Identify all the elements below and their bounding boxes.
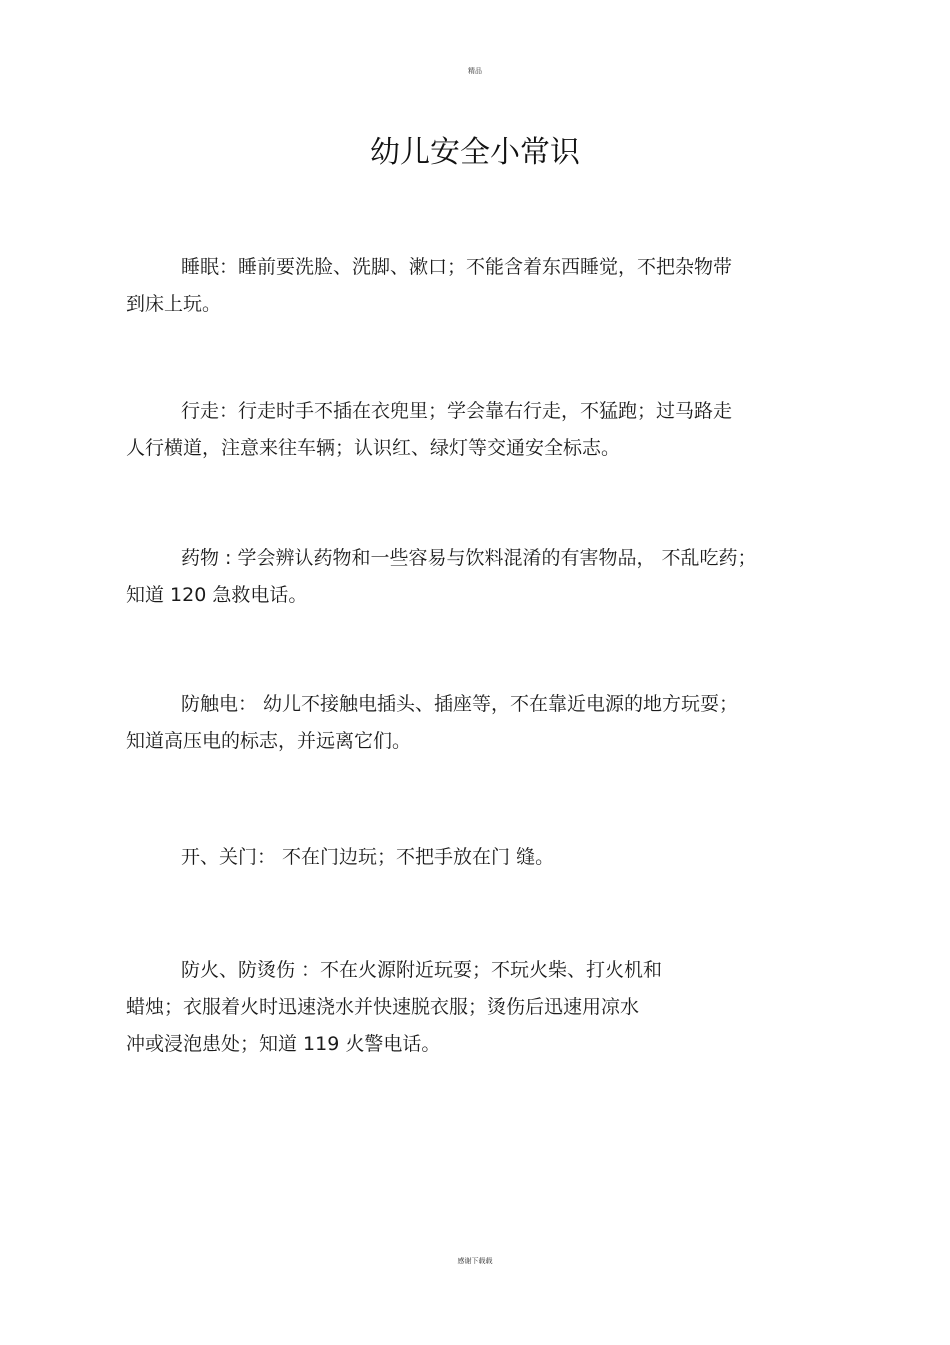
section-line: 行走：行走时手不插在衣兜里；学会靠右行走，不猛跑；过马路走	[181, 400, 733, 422]
section-medicine	[126, 540, 826, 614]
section-fire-burns	[126, 952, 826, 1063]
section-line: 人行横道，注意来往车辆；认识红、绿灯等交通安全标志。	[126, 437, 621, 459]
section-doors	[126, 839, 826, 876]
section-line: 防火、防烫伤 ：不在火源附近玩耍；不玩火柴、打火机和	[181, 959, 663, 981]
section-line: 知道高压电的标志，并远离它们。	[126, 730, 412, 752]
section-walking	[126, 393, 826, 467]
section-line: 开、关门： 不在门边玩；不把手放在门 缝。	[181, 846, 555, 868]
section-electric-shock	[126, 686, 826, 760]
footer-mark: 感谢下载载	[457, 1257, 493, 1265]
document-title: 幼儿安全小常识	[370, 135, 580, 170]
section-line: 冲或浸泡患处；知道 119 火警电话。	[126, 1033, 441, 1055]
section-line: 药物 : 学会辨认药物和一些容易与饮料混淆的有害物品， 不乱吃药；	[181, 547, 757, 569]
header-mark: 精品	[468, 67, 482, 75]
section-line: 蜡烛；衣服着火时迅速浇水并快速脱衣服；烫伤后迅速用凉水	[126, 996, 640, 1018]
section-line: 睡眠：睡前要洗脸、洗脚、漱口；不能含着东西睡觉，不把杂物带	[181, 256, 733, 278]
section-sleep	[126, 249, 826, 323]
section-line: 防触电： 幼儿不接触电插头、插座等，不在靠近电源的地方玩耍；	[181, 693, 739, 715]
section-line: 知道 120 急救电话。	[126, 584, 308, 606]
section-line: 到床上玩。	[126, 293, 222, 315]
